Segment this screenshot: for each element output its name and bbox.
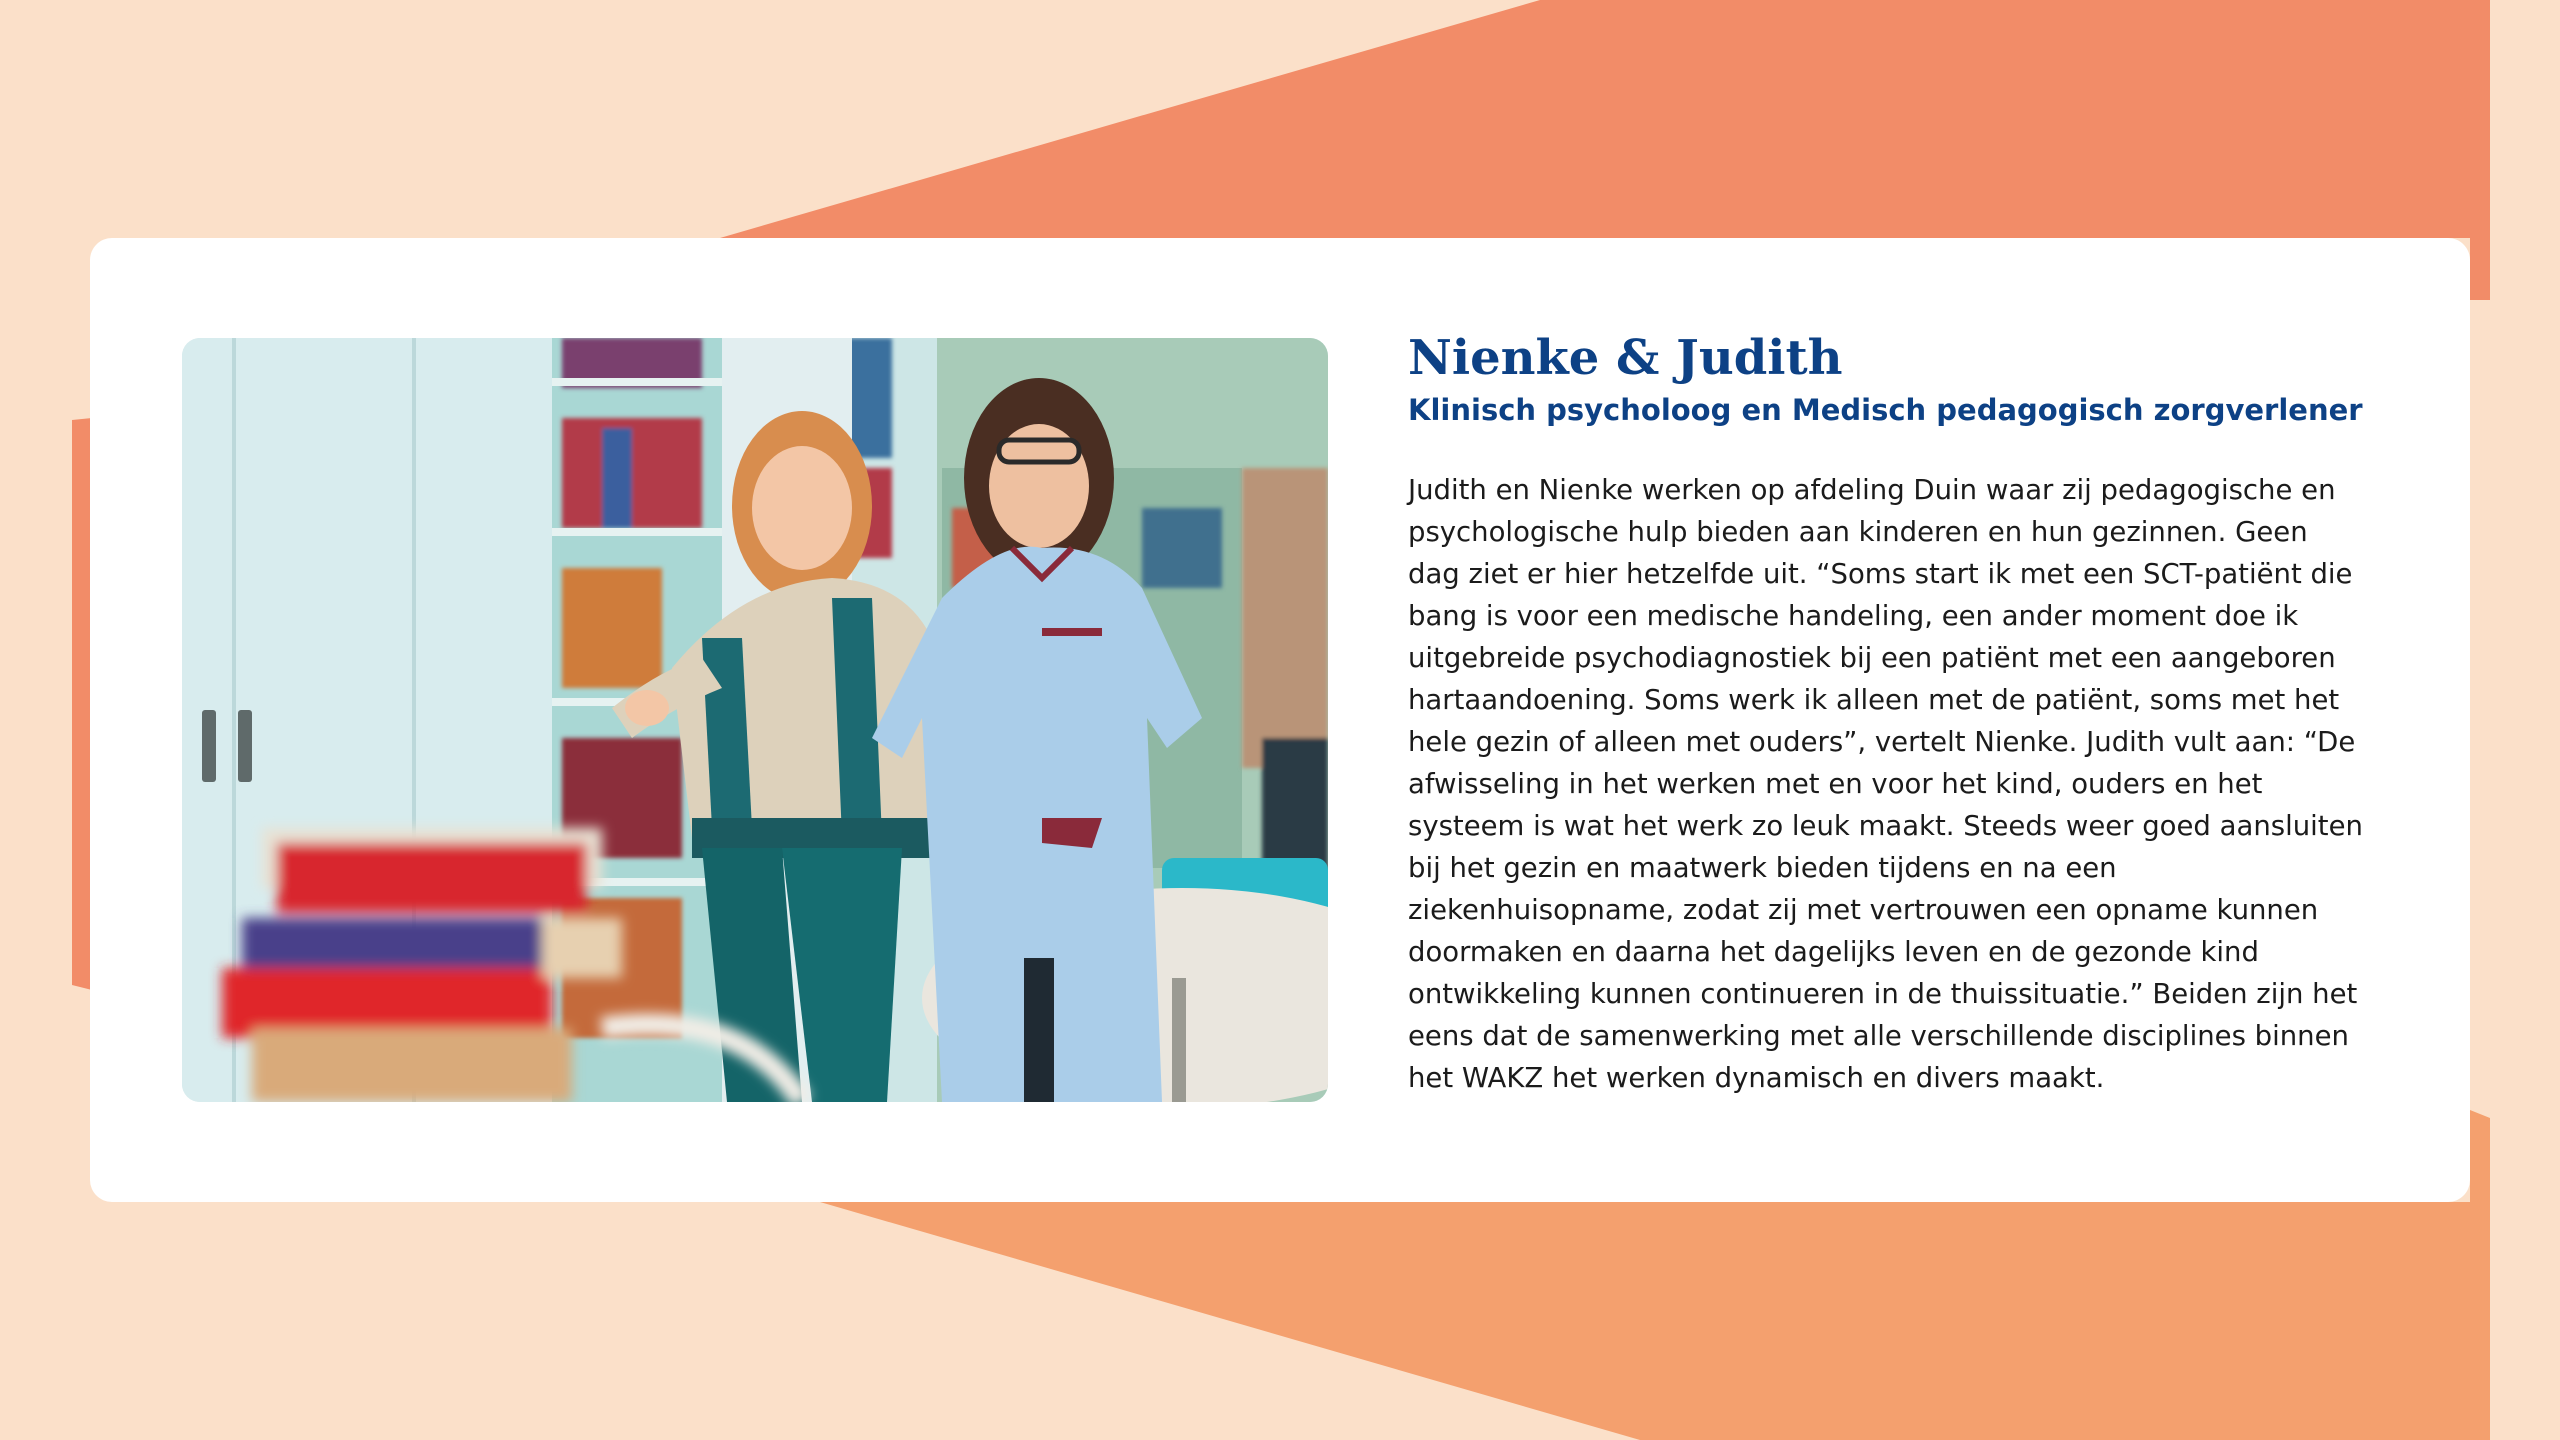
profile-name: Nienke & Judith: [1408, 330, 1843, 386]
left-orange-strip: [72, 418, 92, 990]
profile-description: Judith en Nienke werken op afdeling Duin waar zij pedagogische en psychologische hulp bieden aan kinderen en hun gezinnen. Geen dag ziet er hier hetzelfde uit. “Soms start ik met een SCT-patiënt die bang is voor een medische handeling, een ander moment doe ik uitgebreide psychodiagnostiek bij een patiënt met een aangeboren hartaandoening. Soms werk ik alleen met de patiënt, soms met het hele gezin of alleen met ouders”, vertelt Nienke. Judith vult aan: “De afwisseling in het werken met en voor het kind, ouders en het systeem is wat het werk zo leuk maakt. Steeds weer goed aansluiten bij het gezin en maatwerk bieden tijdens en na een ziekenhuisopname, zodat zij met vertrouwen een opname kunnen doormaken en daarna het dagelijks leven en de gezonde kind ontwikkeling kunnen continueren in de thuissituatie.” Beiden zijn het eens dat de samenwerking met alle verschillende disciplines binnen het WAKZ het werken dynamisch en divers maakt.: [1408, 474, 2363, 1095]
profile-photo: [182, 338, 1328, 1102]
profile-card: [90, 238, 2470, 1202]
profile-role: Klinisch psycholoog en Medisch pedagogisch zorgverlener: [1408, 392, 2363, 427]
profile-text: [1408, 330, 2368, 1099]
